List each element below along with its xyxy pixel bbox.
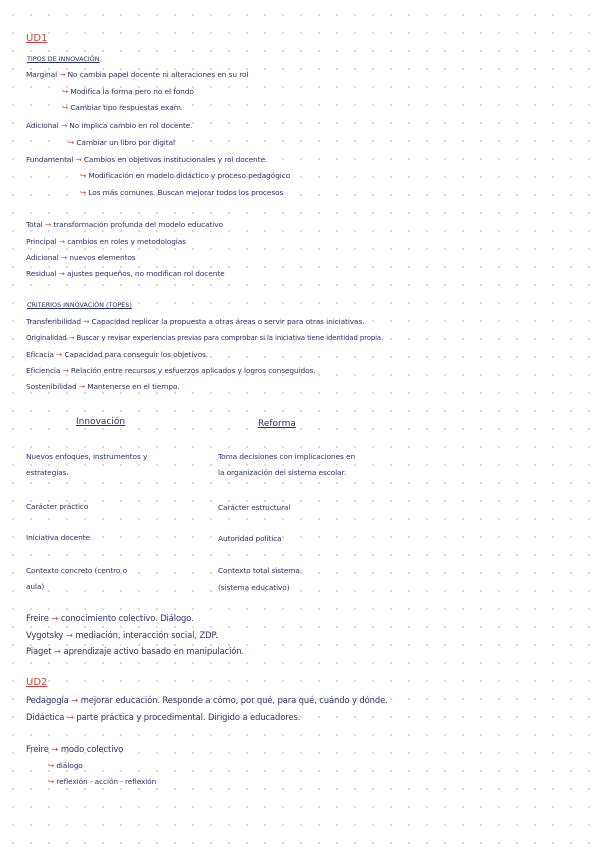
freire-sub-line: ↪ reflexión - acción - reflexión (48, 777, 157, 786)
criterios-heading: CRITERIOS INNOVACIÓN (TOPES) (27, 301, 132, 309)
ud1-heading: UD1 (26, 33, 48, 44)
reforma-item: Autoridad política (218, 534, 282, 543)
freire-line: Freire → modo colectivo (26, 744, 124, 754)
ud2-line: Didáctica → parte práctica y procedimental. Dirigido a educadores. (26, 712, 301, 722)
criteria-line: Transferibilidad → Capacidad replicar la propuesta a otras áreas o servir para otras iniciativas. (26, 317, 365, 326)
reforma-item: Contexto total sistema (218, 566, 300, 575)
freire-sub-line: ↪ diálogo (48, 761, 83, 770)
author-line: Piaget → aprendizaje activo basado en manipulación. (26, 646, 245, 656)
note-line: Adicional → nuevos elementos (26, 253, 136, 262)
note-line: ↪ Cambiar un libro por digital (68, 138, 175, 147)
criteria-line: Originalidad → Buscar y revisar experiencias previas para comprobar si la iniciativa tiene identidad propia. (26, 334, 384, 342)
criteria-line: Eficiencia → Relación entre recursos y esfuerzos aplicados y logros conseguidos. (26, 366, 316, 375)
note-line: ↪ Cambiar tipo respuestas exam. (62, 103, 184, 112)
reforma-item: la organización del sistema escolar. (218, 468, 346, 477)
innovacion-item: Contexto concreto (centro o (26, 566, 127, 575)
note-line: Total → transformación profunda del modelo educativo (26, 220, 223, 229)
criteria-line: Eficacia → Capacidad para conseguir los objetivos. (26, 350, 209, 359)
note-line: Residual → ajustes pequeños, no modifican rol docente (26, 269, 225, 278)
innovacion-item: Carácter práctico (26, 502, 89, 511)
note-line: Fundamental → Cambios en objetivos institucionales y rol docente. (26, 155, 268, 164)
innovacion-item: Iniciativa docente (26, 533, 90, 542)
note-line: Adicional → No implica cambio en rol docente. (26, 121, 193, 130)
innovacion-item: aula) (26, 582, 45, 591)
reforma-item: (sistema educativo) (218, 583, 290, 592)
tipos-innovacion-heading: TIPOS DE INNOVACIÓN (27, 55, 100, 63)
author-line: Vygotsky → mediación, interacción social, ZDP. (26, 630, 218, 640)
author-line: Freire → conocimiento colectivo. Diálogo. (26, 613, 194, 623)
note-line: ↪ Modifica la forma pero no el fondo (62, 87, 194, 96)
ud2-heading: UD2 (26, 677, 48, 688)
innovacion-item: Nuevos enfoques, instrumentos y (26, 452, 148, 461)
innovacion-item: estrategias. (26, 468, 69, 477)
reforma-item: Carácter estructural (218, 503, 291, 512)
note-line: ↪ Modificación en modelo didáctico y proceso pedagógico (80, 171, 291, 180)
note-line: Marginal → No cambia papel docente ni alteraciones en su rol (26, 70, 249, 79)
note-line: Principal → cambios en roles y metodologías (26, 237, 186, 246)
innovacion-title: Innovación (76, 417, 126, 427)
note-line: ↪ Los más comunes. Buscan mejorar todos los procesos (80, 188, 284, 197)
reforma-title: Reforma (258, 419, 296, 429)
ud2-line: Pedagogía → mejorar educación. Responde a cómo, por qué, para qué, cuándo y dónde. (26, 695, 388, 705)
reforma-item: Toma decisiones con implicaciones en (218, 452, 356, 461)
criteria-line: Sostenibilidad → Mantenerse en el tiempo. (26, 382, 180, 391)
